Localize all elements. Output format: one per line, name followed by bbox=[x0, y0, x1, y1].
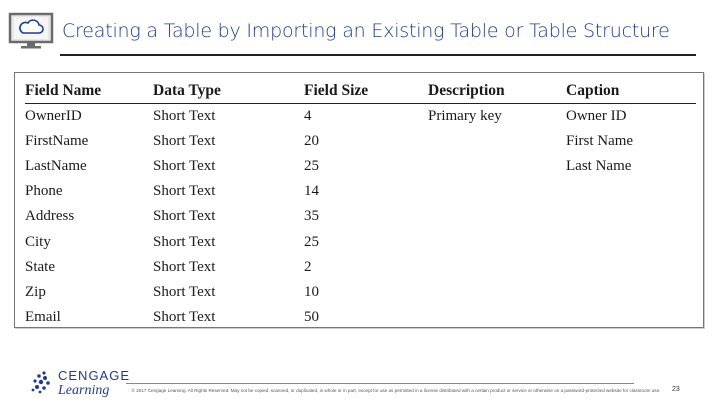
cengage-learning-logo bbox=[30, 368, 131, 400]
table-cell: Short Text bbox=[153, 158, 216, 175]
table-cell: City bbox=[25, 233, 51, 250]
table-cell bbox=[428, 305, 566, 330]
table-row bbox=[25, 204, 696, 229]
table-cell bbox=[428, 129, 566, 154]
table-cell bbox=[566, 229, 696, 254]
table-row bbox=[25, 255, 696, 280]
cloud-monitor-icon bbox=[8, 12, 54, 50]
table-cell: Short Text bbox=[153, 283, 216, 300]
table-cell: Zip bbox=[25, 283, 46, 300]
table-cell: Owner ID bbox=[566, 108, 627, 125]
table-cell: Short Text bbox=[153, 258, 216, 275]
table-row bbox=[25, 129, 696, 154]
title-divider bbox=[60, 54, 696, 56]
table-cell: Short Text bbox=[153, 133, 216, 150]
table-cell: OwnerID bbox=[25, 108, 82, 125]
table-cell: Phone bbox=[25, 183, 63, 200]
copyright-notice: © 2017 Cengage Learning. All Rights Reserved. May not be copied, scanned, or duplicated, in whole or in part, except for use as permitted in a license distributed with a certain product or service or otherwise on a password-protected website for classroom use. bbox=[131, 388, 661, 393]
table-cell: 25 bbox=[304, 233, 319, 250]
table-cell: Last Name bbox=[566, 158, 632, 175]
table-cell bbox=[428, 280, 566, 305]
table-cell bbox=[428, 229, 566, 254]
table-cell bbox=[566, 280, 696, 305]
table-cell bbox=[428, 179, 566, 204]
table-cell bbox=[566, 255, 696, 280]
table-row bbox=[25, 305, 696, 330]
table-cell: 10 bbox=[304, 283, 319, 300]
table-row bbox=[25, 154, 696, 179]
table-cell: First Name bbox=[566, 133, 634, 150]
table-cell: Short Text bbox=[153, 108, 216, 125]
table-cell bbox=[428, 255, 566, 280]
table-cell: Primary key bbox=[428, 108, 502, 125]
page-number: 23 bbox=[672, 386, 680, 393]
table-cell bbox=[566, 179, 696, 204]
table-row bbox=[25, 229, 696, 254]
field-table bbox=[25, 79, 696, 330]
table-cell: 50 bbox=[304, 308, 319, 325]
table-cell bbox=[566, 305, 696, 330]
table-cell bbox=[566, 204, 696, 229]
table-cell: 14 bbox=[304, 183, 319, 200]
column-header-description: Description bbox=[428, 79, 566, 104]
table-row bbox=[25, 104, 696, 130]
table-row bbox=[25, 280, 696, 305]
table-cell: Short Text bbox=[153, 208, 216, 225]
column-header-field-name: Field Name bbox=[25, 79, 153, 104]
column-header-data-type: Data Type bbox=[153, 79, 304, 104]
column-header-caption: Caption bbox=[566, 79, 696, 104]
slide-title: Creating a Table by Importing an Existing Table or Table Structure bbox=[62, 20, 670, 42]
table-cell: Short Text bbox=[153, 308, 216, 325]
logo-wordmark-top: CENGAGE bbox=[58, 368, 131, 383]
table-cell: 35 bbox=[304, 208, 319, 225]
table-cell: Email bbox=[25, 308, 61, 325]
table-cell: FirstName bbox=[25, 133, 89, 150]
field-table-panel bbox=[14, 72, 704, 328]
table-cell bbox=[428, 204, 566, 229]
table-row bbox=[25, 179, 696, 204]
footer-divider bbox=[126, 383, 634, 384]
table-cell: LastName bbox=[25, 158, 87, 175]
logo-wordmark-bottom: Learning bbox=[58, 383, 110, 398]
table-cell: Short Text bbox=[153, 183, 216, 200]
table-cell: Address bbox=[25, 208, 75, 225]
table-cell: 4 bbox=[304, 108, 312, 125]
table-cell: State bbox=[25, 258, 55, 275]
cengage-dots-icon bbox=[30, 370, 54, 394]
table-cell: 2 bbox=[304, 258, 312, 275]
table-cell bbox=[428, 154, 566, 179]
table-cell: 20 bbox=[304, 133, 319, 150]
table-header-row bbox=[25, 79, 696, 104]
table-cell: 25 bbox=[304, 158, 319, 175]
table-cell: Short Text bbox=[153, 233, 216, 250]
column-header-field-size: Field Size bbox=[304, 79, 428, 104]
